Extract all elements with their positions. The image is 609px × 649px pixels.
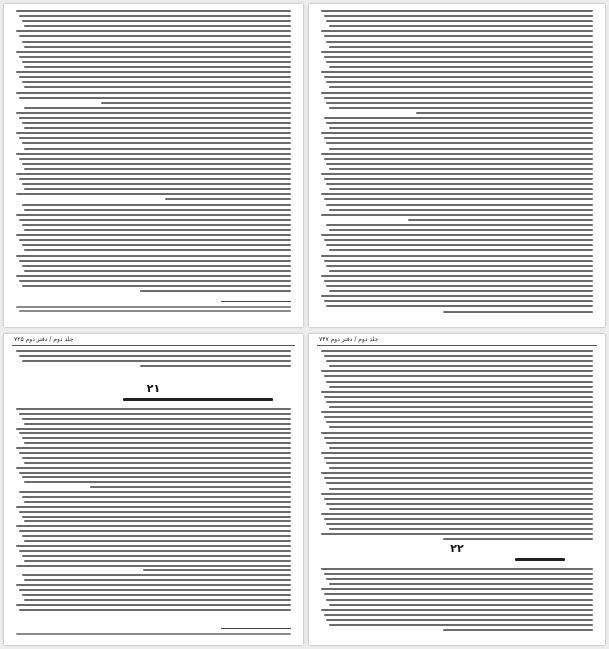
text-line	[24, 249, 291, 251]
text-line	[329, 209, 593, 211]
text-line	[22, 122, 292, 124]
header-rule	[317, 345, 597, 346]
text-line	[329, 488, 593, 490]
text-line	[329, 386, 593, 388]
text-line	[24, 462, 291, 464]
text-line	[326, 122, 593, 124]
text-line	[329, 107, 593, 109]
text-line	[329, 426, 593, 428]
page-top-left	[4, 4, 303, 327]
text-line	[321, 255, 593, 257]
text-line	[321, 588, 593, 590]
text-line	[16, 132, 291, 134]
text-line	[329, 508, 593, 510]
text-line	[329, 528, 593, 530]
text-line	[324, 593, 593, 595]
text-line	[329, 127, 593, 129]
page-top-right	[309, 4, 605, 327]
text-line	[326, 163, 593, 165]
text-line	[24, 148, 291, 150]
text-line	[24, 540, 291, 542]
text-line	[16, 604, 291, 606]
text-line	[329, 467, 593, 469]
text-line	[22, 183, 292, 185]
text-line	[329, 148, 593, 150]
text-line	[321, 533, 593, 535]
text-line	[324, 375, 593, 377]
text-line	[324, 518, 593, 520]
text-line	[324, 178, 593, 180]
text-line	[24, 442, 291, 444]
text-line	[326, 578, 593, 580]
text-line	[24, 481, 291, 483]
header-rule	[12, 345, 295, 346]
text-line	[19, 589, 291, 591]
text-line	[24, 560, 291, 562]
text-line	[324, 498, 593, 500]
text-line	[22, 244, 292, 246]
text-line	[321, 472, 593, 474]
text-line	[24, 423, 291, 425]
text-line	[321, 411, 593, 413]
text-line	[321, 153, 593, 155]
footnote-rule	[221, 301, 291, 302]
text-line	[329, 229, 593, 231]
text-line	[324, 396, 593, 398]
text-line	[326, 442, 593, 444]
text-line	[326, 305, 593, 307]
body-text	[16, 10, 291, 295]
text-line	[16, 92, 291, 94]
section-number: ۲۱	[146, 382, 161, 395]
text-line	[326, 61, 593, 63]
text-line	[326, 401, 593, 403]
text-line	[324, 158, 593, 160]
text-line	[16, 30, 291, 32]
text-line	[443, 311, 593, 313]
text-line	[22, 476, 292, 478]
text-line	[19, 117, 291, 119]
text-line	[16, 173, 291, 175]
text-line	[140, 365, 291, 367]
text-line	[24, 127, 291, 129]
text-line	[326, 20, 593, 22]
text-line	[16, 408, 291, 410]
text-line	[324, 117, 593, 119]
text-line	[326, 41, 593, 43]
text-line	[22, 457, 292, 459]
text-line	[321, 193, 593, 195]
text-line	[321, 92, 593, 94]
text-line	[16, 545, 291, 547]
text-line	[321, 370, 593, 372]
text-line	[22, 496, 292, 498]
text-line	[19, 137, 291, 139]
text-line	[24, 270, 291, 272]
text-line	[24, 229, 291, 231]
text-line	[22, 41, 292, 43]
text-line	[22, 555, 292, 557]
text-line	[321, 275, 593, 277]
body-text-continued	[321, 568, 593, 634]
text-line	[326, 81, 593, 83]
text-line	[326, 462, 593, 464]
section-title	[123, 398, 273, 401]
text-line	[324, 76, 593, 78]
text-line	[19, 413, 291, 415]
text-line	[324, 239, 593, 241]
text-line	[22, 360, 292, 362]
text-line	[324, 97, 593, 99]
text-line	[16, 525, 291, 527]
text-line	[321, 71, 593, 73]
text-line	[321, 30, 593, 32]
text-line	[19, 310, 291, 312]
text-line	[24, 209, 291, 211]
text-line	[324, 437, 593, 439]
text-line	[22, 20, 292, 22]
text-line	[326, 265, 593, 267]
text-line	[16, 467, 291, 469]
text-line	[19, 219, 291, 221]
text-line	[324, 260, 593, 262]
text-line	[326, 204, 593, 206]
text-line	[19, 76, 291, 78]
text-line	[324, 573, 593, 575]
text-line	[90, 486, 291, 488]
text-line	[165, 198, 292, 200]
text-line	[324, 56, 593, 58]
text-line	[321, 609, 593, 611]
text-line	[321, 295, 593, 297]
text-line	[329, 447, 593, 449]
text-line	[101, 102, 291, 104]
text-line	[329, 25, 593, 27]
page-header	[4, 336, 303, 346]
text-line	[326, 285, 593, 287]
text-line	[16, 193, 291, 195]
text-line	[22, 574, 292, 576]
text-line	[326, 102, 593, 104]
text-line	[324, 457, 593, 459]
text-line	[16, 153, 291, 155]
text-line	[329, 365, 593, 367]
text-line	[22, 224, 292, 226]
text-line	[321, 493, 593, 495]
text-line	[326, 244, 593, 246]
body-text	[321, 10, 593, 316]
text-line	[19, 158, 291, 160]
text-line	[324, 477, 593, 479]
text-line	[19, 56, 291, 58]
page-header	[309, 336, 605, 346]
text-line	[16, 10, 291, 12]
text-line	[16, 51, 291, 53]
text-line	[19, 260, 291, 262]
text-line	[19, 432, 291, 434]
text-line	[22, 594, 292, 596]
text-line	[16, 275, 291, 277]
text-line	[22, 142, 292, 144]
footnote-rule	[221, 628, 291, 629]
text-line	[19, 280, 291, 282]
text-line	[19, 511, 291, 513]
text-line	[329, 406, 593, 408]
text-line	[24, 188, 291, 190]
text-line	[143, 569, 292, 571]
text-line	[24, 579, 291, 581]
text-line	[22, 265, 292, 267]
body-text-intro	[16, 350, 291, 370]
text-line	[329, 168, 593, 170]
text-line	[19, 491, 291, 493]
text-line	[321, 568, 593, 570]
text-line	[16, 350, 291, 352]
text-line	[22, 61, 292, 63]
text-line	[16, 306, 291, 308]
text-line	[321, 51, 593, 53]
text-line	[19, 239, 291, 241]
text-line	[22, 163, 292, 165]
text-line	[326, 599, 593, 601]
text-line	[324, 614, 593, 616]
text-line	[140, 290, 291, 292]
text-line	[324, 15, 593, 17]
text-line	[19, 609, 291, 611]
text-line	[19, 530, 291, 532]
text-line	[22, 204, 292, 206]
text-line	[326, 523, 593, 525]
text-line	[326, 381, 593, 383]
text-line	[329, 604, 593, 606]
text-line	[16, 112, 291, 114]
text-line	[329, 290, 593, 292]
text-line	[321, 513, 593, 515]
text-line	[326, 360, 593, 362]
page-folio: جلد دوم / دفتر دوم ۷۴۷	[319, 336, 379, 343]
text-line	[24, 168, 291, 170]
text-line	[329, 249, 593, 251]
page-bottom-right	[309, 334, 605, 645]
text-line	[19, 35, 291, 37]
text-line	[24, 25, 291, 27]
text-line	[329, 66, 593, 68]
text-line	[329, 46, 593, 48]
text-line	[321, 173, 593, 175]
text-line	[329, 86, 593, 88]
footnotes	[16, 633, 291, 637]
footnotes	[16, 306, 291, 314]
text-line	[19, 472, 291, 474]
text-line	[19, 15, 291, 17]
text-line	[24, 46, 291, 48]
text-line	[24, 107, 291, 109]
body-text	[321, 350, 593, 544]
section-title	[515, 558, 565, 561]
text-line	[19, 550, 291, 552]
text-line	[19, 452, 291, 454]
text-line	[329, 188, 593, 190]
text-line	[16, 71, 291, 73]
text-line	[443, 538, 593, 540]
text-line	[16, 428, 291, 430]
text-line	[324, 137, 593, 139]
text-line	[19, 178, 291, 180]
text-line	[324, 198, 593, 200]
text-line	[321, 10, 593, 12]
text-line	[326, 142, 593, 144]
text-line	[16, 506, 291, 508]
text-line	[324, 280, 593, 282]
text-line	[16, 234, 291, 236]
text-line	[321, 350, 593, 352]
text-line	[443, 629, 593, 631]
text-line	[408, 219, 593, 221]
text-line	[22, 285, 292, 287]
text-line	[16, 584, 291, 586]
text-line	[329, 270, 593, 272]
text-line	[16, 255, 291, 257]
text-line	[19, 355, 291, 357]
text-line	[24, 520, 291, 522]
text-line	[324, 355, 593, 357]
text-line	[22, 437, 292, 439]
text-line	[324, 416, 593, 418]
page-folio: جلد دوم / دفتر دوم ۷۲۵	[14, 336, 74, 343]
text-line	[324, 35, 593, 37]
text-line	[321, 234, 593, 236]
text-line	[326, 503, 593, 505]
text-line	[329, 583, 593, 585]
text-line	[22, 516, 292, 518]
text-line	[19, 97, 291, 99]
text-line	[24, 66, 291, 68]
text-line	[321, 214, 593, 216]
text-line	[326, 482, 593, 484]
text-line	[24, 86, 291, 88]
text-line	[22, 535, 292, 537]
page-bottom-left	[4, 334, 303, 645]
text-line	[22, 81, 292, 83]
text-line	[24, 599, 291, 601]
text-line	[16, 447, 291, 449]
text-line	[321, 432, 593, 434]
text-line	[16, 214, 291, 216]
text-line	[24, 501, 291, 503]
text-line	[321, 391, 593, 393]
text-line	[326, 619, 593, 621]
text-line	[326, 421, 593, 423]
body-text	[16, 408, 291, 613]
text-line	[16, 565, 291, 567]
text-line	[326, 183, 593, 185]
text-line	[321, 452, 593, 454]
text-line	[324, 300, 593, 302]
text-line	[16, 633, 291, 635]
text-line	[321, 132, 593, 134]
text-line	[326, 224, 593, 226]
text-line	[416, 112, 593, 114]
text-line	[22, 418, 292, 420]
section-number: ۲۲	[450, 542, 464, 555]
text-line	[329, 624, 593, 626]
